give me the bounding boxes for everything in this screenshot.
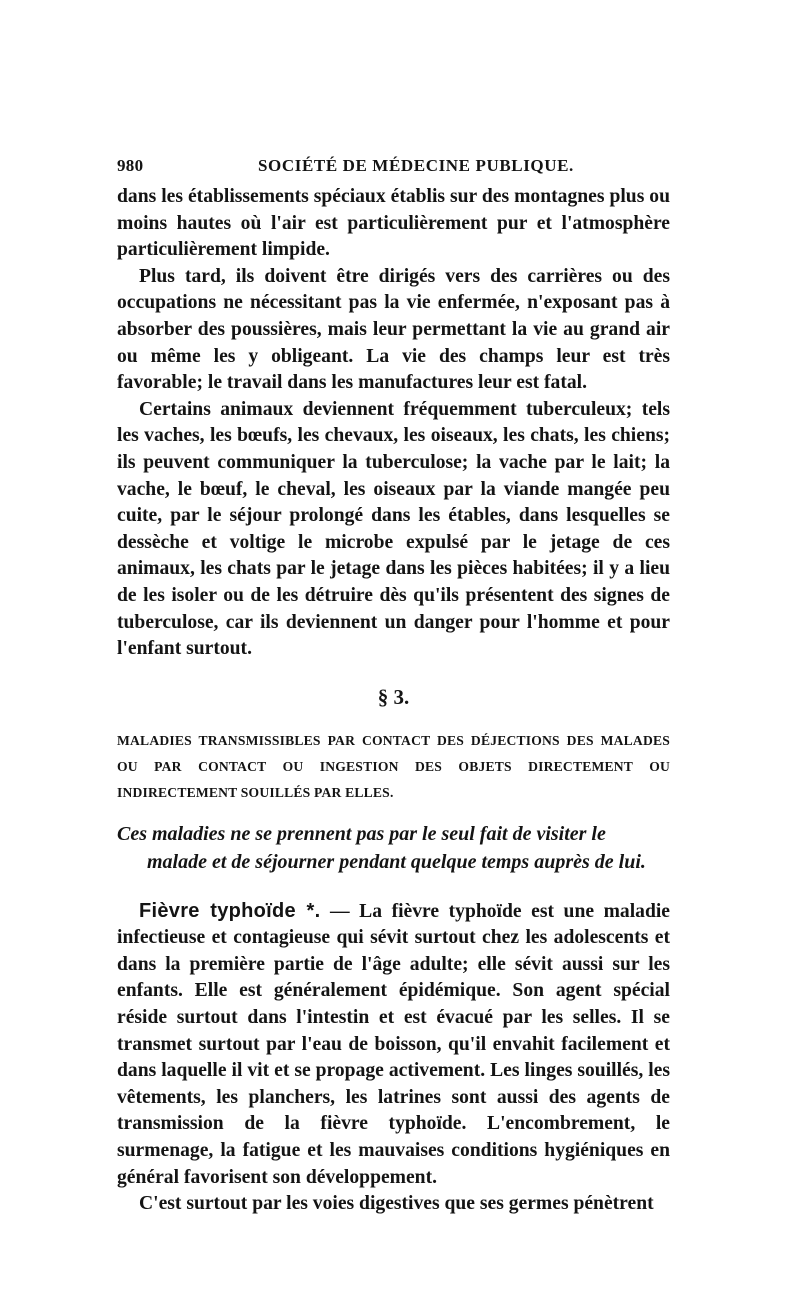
paragraph-continuation: dans les établissements spéciaux établis sur des montagnes plus ou moins hautes où l'air est particulièrement pur et l'atmosphère particulièrement limpide. — [117, 186, 670, 261]
paragraph-typhoid — [117, 898, 670, 1192]
journal-title: SOCIÉTÉ DE MÉDECINE PUBLIQUE. — [258, 156, 574, 175]
disease-text: — La fièvre typhoïde est une maladie infectieuse et contagieuse qui sévit surtout chez les adolescents et dans la première partie de l'âge adulte; elle sévit aussi sur les enfants. Elle est généralement épidémique. Son agent spécial réside surtout dans l'intestin et est évacué par les selles. Il se transmet surtout par l'eau de boisson, qu'il envahit facilement et dans laquelle il vit et se propage activement. Les linges souillés, les vêtements, les planchers, les latrines sont aussi des agents de transmission de la fièvre typhoïde. L'encombrement, le surmenage, la fatigue et les mauvaises conditions hygiéniques en général favorisent son développement. — [117, 900, 671, 1188]
paragraph-careers: Plus tard, ils doivent être dirigés vers des carrières ou des occupations ne nécessitant pas la vie enfermée, n'exposant pas à absorber des poussières, mais leur permettant la vie au grand air ou même les y obligeant. La vie des champs leur est très favorable; le travail dans les manufactures leur est fatal. — [117, 265, 670, 394]
section-note — [117, 820, 670, 876]
section-number: § 3. — [377, 684, 410, 709]
section-note-line-2: malade et de séjourner pendant quelque temps auprès de lui. — [147, 850, 646, 873]
section-note-line-1: Ces maladies ne se prennent pas par le seul fait de visiter le — [117, 822, 606, 845]
section-heading: MALADIES TRANSMISSIBLES PAR CONTACT DES DÉJECTIONS DES MALADES OU PAR CONTACT OU INGESTION DES OBJETS DIRECTEMENT OU INDIRECTEMENT SOUILLÉS PAR ELLES. — [117, 732, 670, 800]
page-number: 980 — [117, 156, 144, 175]
paragraph-final: C'est surtout par les voies digestives que ses germes pénètrent — [139, 1193, 654, 1215]
running-head — [117, 150, 670, 180]
disease-name: Fièvre typhoïde *. — [139, 899, 321, 922]
book-page — [117, 150, 670, 1218]
paragraph-animals: Certains animaux deviennent fréquemment tuberculeux; tels les vaches, les bœufs, les chevaux, les oiseaux, les chats, les chiens; ils peuvent communiquer la tuberculose; la vache par le lait; la vache, le bœuf, le cheval, les oiseaux par la viande mangée peu cuite, par le séjour prolongé dans les étables, dans lesquelles se dessèche et voltige le microbe expulsé par le jetage de ces animaux, les chats par le jetage dans les pièces habitées; il y a lieu de les isoler ou de les détruire dès qu'ils présentent des signes de tuberculose, car ils deviennent un danger pour l'homme et pour l'enfant surtout. — [117, 398, 670, 660]
